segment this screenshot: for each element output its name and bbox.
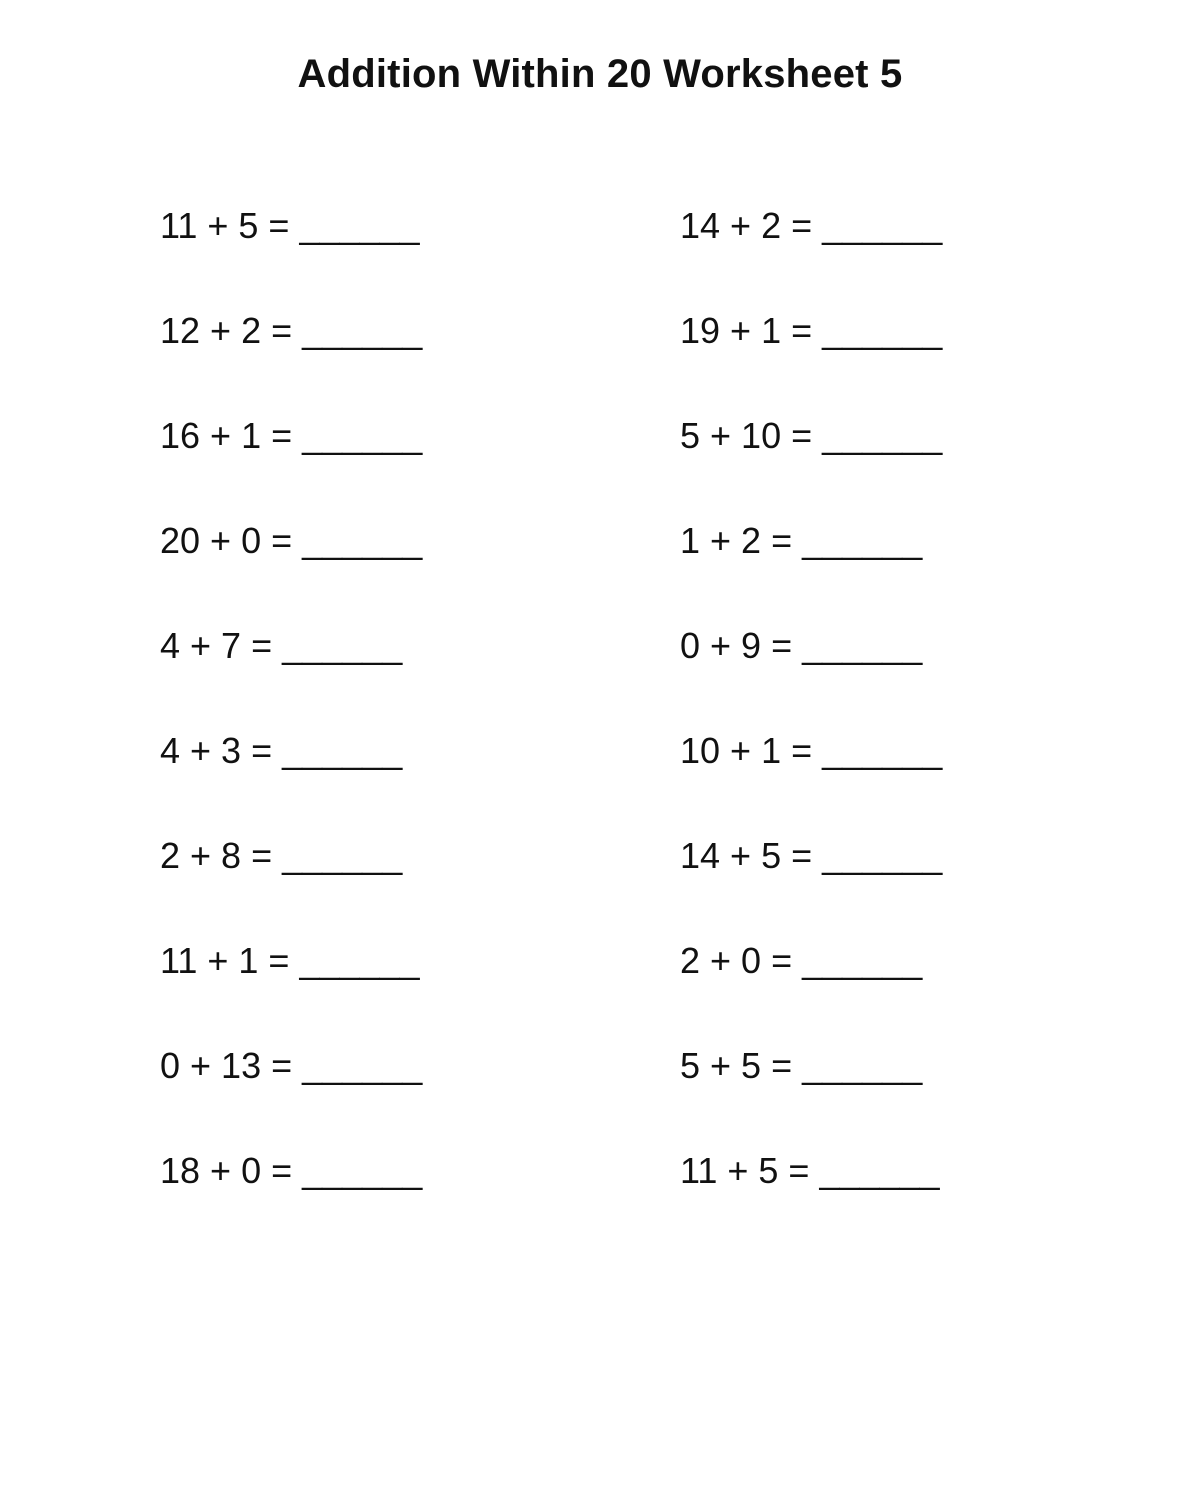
- problem-20: 11 + 5 = ______: [680, 1150, 940, 1191]
- problem-1: 11 + 5 = ______: [160, 205, 420, 246]
- problem-17: 0 + 13 = ______: [160, 1045, 423, 1086]
- problem-18: 5 + 5 = ______: [680, 1045, 923, 1086]
- problem-12: 10 + 1 = ______: [680, 730, 943, 771]
- problem-6: 5 + 10 = ______: [680, 415, 943, 456]
- problem-14: 14 + 5 = ______: [680, 835, 943, 876]
- problem-19: 18 + 0 = ______: [160, 1150, 423, 1191]
- problem-4: 19 + 1 = ______: [680, 310, 943, 351]
- problem-11: 4 + 3 = ______: [160, 730, 403, 771]
- problem-10: 0 + 9 = ______: [680, 625, 923, 666]
- problem-9: 4 + 7 = ______: [160, 625, 403, 666]
- problem-13: 2 + 8 = ______: [160, 835, 403, 876]
- worksheet-title: Addition Within 20 Worksheet 5: [297, 52, 903, 96]
- problem-7: 20 + 0 = ______: [160, 520, 423, 561]
- problem-2: 14 + 2 = ______: [680, 205, 943, 246]
- problem-5: 16 + 1 = ______: [160, 415, 423, 456]
- problem-16: 2 + 0 = ______: [680, 940, 923, 981]
- problem-15: 11 + 1 = ______: [160, 940, 420, 981]
- problem-3: 12 + 2 = ______: [160, 310, 423, 351]
- problem-8: 1 + 2 = ______: [680, 520, 923, 561]
